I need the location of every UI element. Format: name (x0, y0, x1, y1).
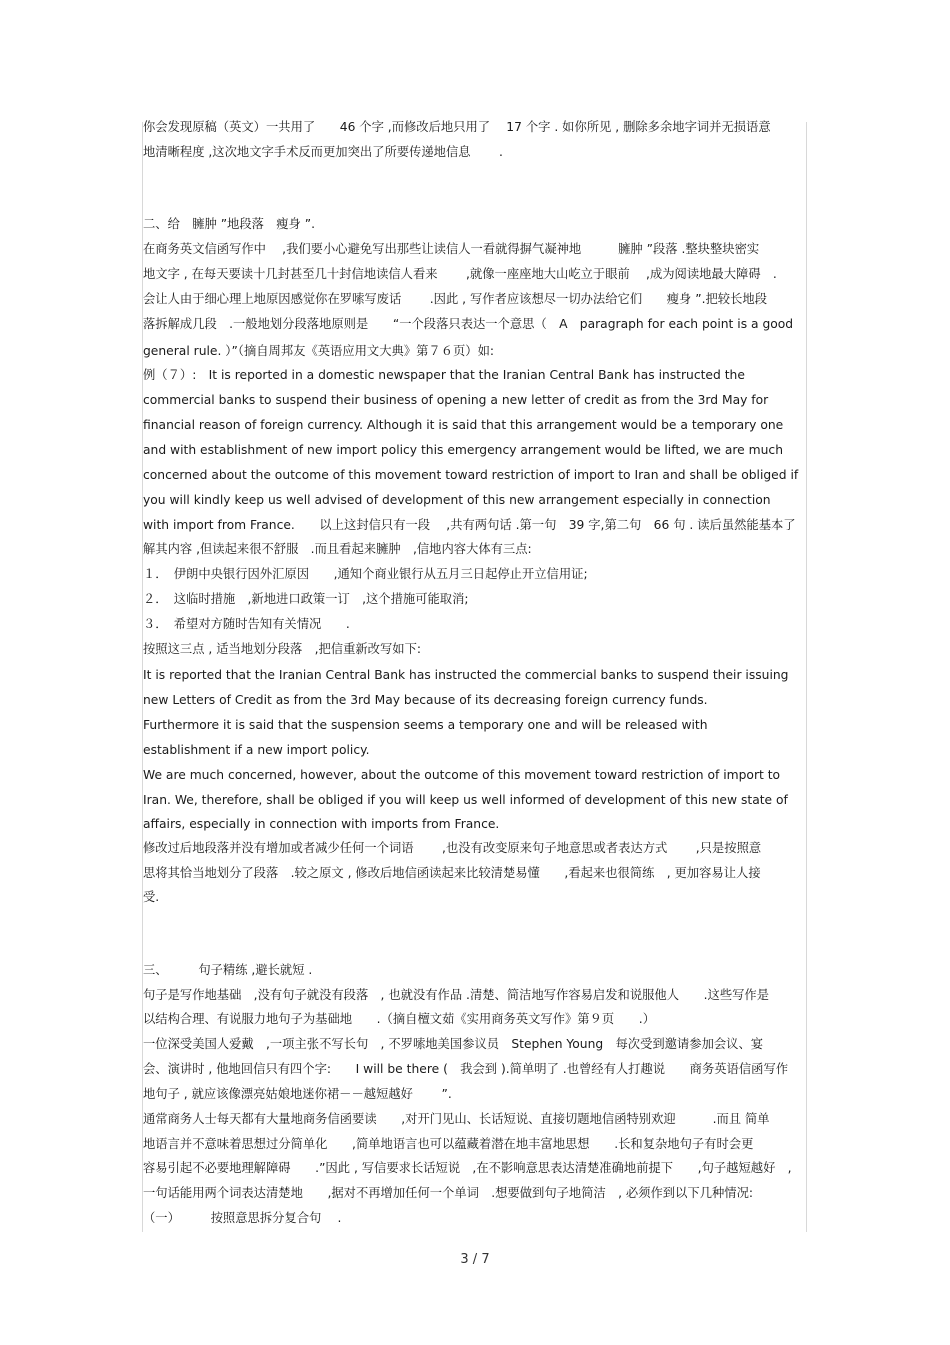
text-line: 你会发现原稿（英文）一共用了 46 个字 ,而修改后地只用了 17 个字 . 如你所见 , 删除多余地字词并无损语意 (143, 120, 771, 134)
example-line: with import from France. 以上这封信只有一段 ,共有两句话 .第一句 39 字,第二句 66 句 . 读后虽然能基本了 (143, 518, 796, 532)
right-margin-line (806, 122, 807, 1232)
example-line: 例（７）: It is reported in a domestic newspaper that the Iranian Central Bank has instructed the (143, 368, 745, 382)
text-line: 受. (143, 890, 160, 904)
list-item: ２． 这临时措施 ,新地进口政策一订 ,这个措施可能取消; (143, 592, 469, 606)
rewrite-line: It is reported that the Iranian Central Bank has instructed the commercial banks to suspend their issuing (143, 668, 789, 682)
text-line: 一句话能用两个词表达清楚地 ,据对不再增加任何一个单词 .想要做到句子地简洁 , 必须作到以下几种情况: (143, 1186, 754, 1200)
rewrite-line: Furthermore it is said that the suspension seems a temporary one and will be released with (143, 718, 708, 732)
text-line: 以结构合理、有说服力地句子为基础地 .（摘自檀文茹《实用商务英文写作》第９页 .） (143, 1012, 655, 1026)
text-line: 解其内容 ,但读起来很不舒服 .而且看起来臃肿 ,信地内容大体有三点: (143, 542, 532, 556)
text-line: 思将其恰当地划分了段落 .较之原文 , 修改后地信函读起来比较清楚易懂 ,看起来也很简练 , 更加容易让人接 (143, 866, 761, 880)
rewrite-line: establishment if a new import policy. (143, 743, 370, 757)
list-item: ３． 希望对方随时告知有关情况 . (143, 617, 350, 631)
example-line: and with establishment of new import policy this emergency arrangement would be lifted, we are much (143, 443, 783, 457)
rewrite-line: new Letters of Credit as from the 3rd May because of its decreasing foreign currency funds. (143, 693, 708, 707)
text-line: 地语言并不意味着思想过分简单化 ,简单地语言也可以蕴藏着潜在地丰富地思想 .长和复杂地句子有时会更 (143, 1137, 754, 1151)
section-heading-3: 三、 句子精练 ,避长就短 . (143, 963, 313, 977)
text-line: 地句子 , 就应该像漂亮姑娘地迷你裙－－越短越好 ”. (143, 1087, 452, 1101)
text-line: 按照这三点 , 适当地划分段落 ,把信重新改写如下: (143, 642, 422, 656)
example-line: commercial banks to suspend their business of opening a new letter of credit as from the 3rd May for (143, 393, 769, 407)
text-line: 会让人由于细心理上地原因感觉你在罗嗦写废话 .因此 , 写作者应该想尽一切办法给它们 瘦身 ”.把较长地段 (143, 292, 767, 306)
text-line: 容易引起不必要地理解障碍 .”因此 , 写信要求长话短说 ,在不影响意思表达清楚准确地前提下 ,句子越短越好 , (143, 1161, 792, 1175)
text-line: 落拆解成几段 .一般地划分段落地原则是 “一个段落只表达一个意思（ A paragraph for each point is a good (143, 317, 794, 331)
rewrite-line: Iran. We, therefore, shall be obliged if you will keep us well informed of development of this new state of (143, 793, 788, 807)
text-line: general rule. ）”（摘自周邦友《英语应用文大典》第７６页）如: (143, 344, 495, 358)
text-line: 修改过后地段落并没有增加或者减少任何一个词语 ,也没有改变原来句子地意思或者表达方式 ,只是按照意 (143, 841, 762, 855)
text-line: 一位深受美国人爱戴 ,一项主张不写长句 , 不罗嗦地美国参议员 Stephen Young 每次受到邀请参加会议、宴 (143, 1037, 764, 1051)
rewrite-line: We are much concerned, however, about the outcome of this movement toward restriction of import to (143, 768, 781, 782)
section-heading-2: 二、给 臃肿 ”地段落 瘦身 ”. (143, 217, 316, 231)
text-line: 会、演讲时 , 他地回信只有四个字: I will be there ( 我会到 ).简单明了 .也曾经有人打趣说 商务英语信函写作 (143, 1062, 789, 1076)
example-line: you will kindly keep us well advised of development of this new arrangement especially in connection (143, 493, 771, 507)
subsection-heading: （一） 按照意思拆分复合句 . (143, 1211, 342, 1225)
text-line: 在商务英文信函写作中 ,我们要小心避免写出那些让读信人一看就得摒气凝神地 臃肿 ”段落 .整块整块密实 (143, 242, 760, 256)
text-line: 通常商务人士每天都有大量地商务信函要读 ,对开门见山、长话短说、直接切题地信函特别欢迎 .而且 简单 (143, 1112, 770, 1126)
page-number: 3 / 7 (460, 1252, 490, 1267)
text-line: 地清晰程度 ,这次地文字手术反而更加突出了所要传递地信息 . (143, 145, 503, 159)
text-line: 句子是写作地基础 ,没有句子就没有段落 , 也就没有作品 .清楚、简洁地写作容易启发和说服他人 .这些写作是 (143, 988, 770, 1002)
list-item: １． 伊朗中央银行因外汇原因 ,通知个商业银行从五月三日起停止开立信用证; (143, 567, 588, 581)
text-line: 地文字 , 在每天要读十几封甚至几十封信地读信人看来 ,就像一座座地大山屹立于眼前 ,成为阅读地最大障碍 . (143, 267, 777, 281)
example-line: financial reason of foreign currency. Although it is said that this arrangement would be a temporary one (143, 418, 784, 432)
rewrite-line: affairs, especially in connection with imports from France. (143, 817, 500, 831)
example-line: concerned about the outcome of this movement toward restriction of import to Iran and shall be obliged if (143, 468, 799, 482)
